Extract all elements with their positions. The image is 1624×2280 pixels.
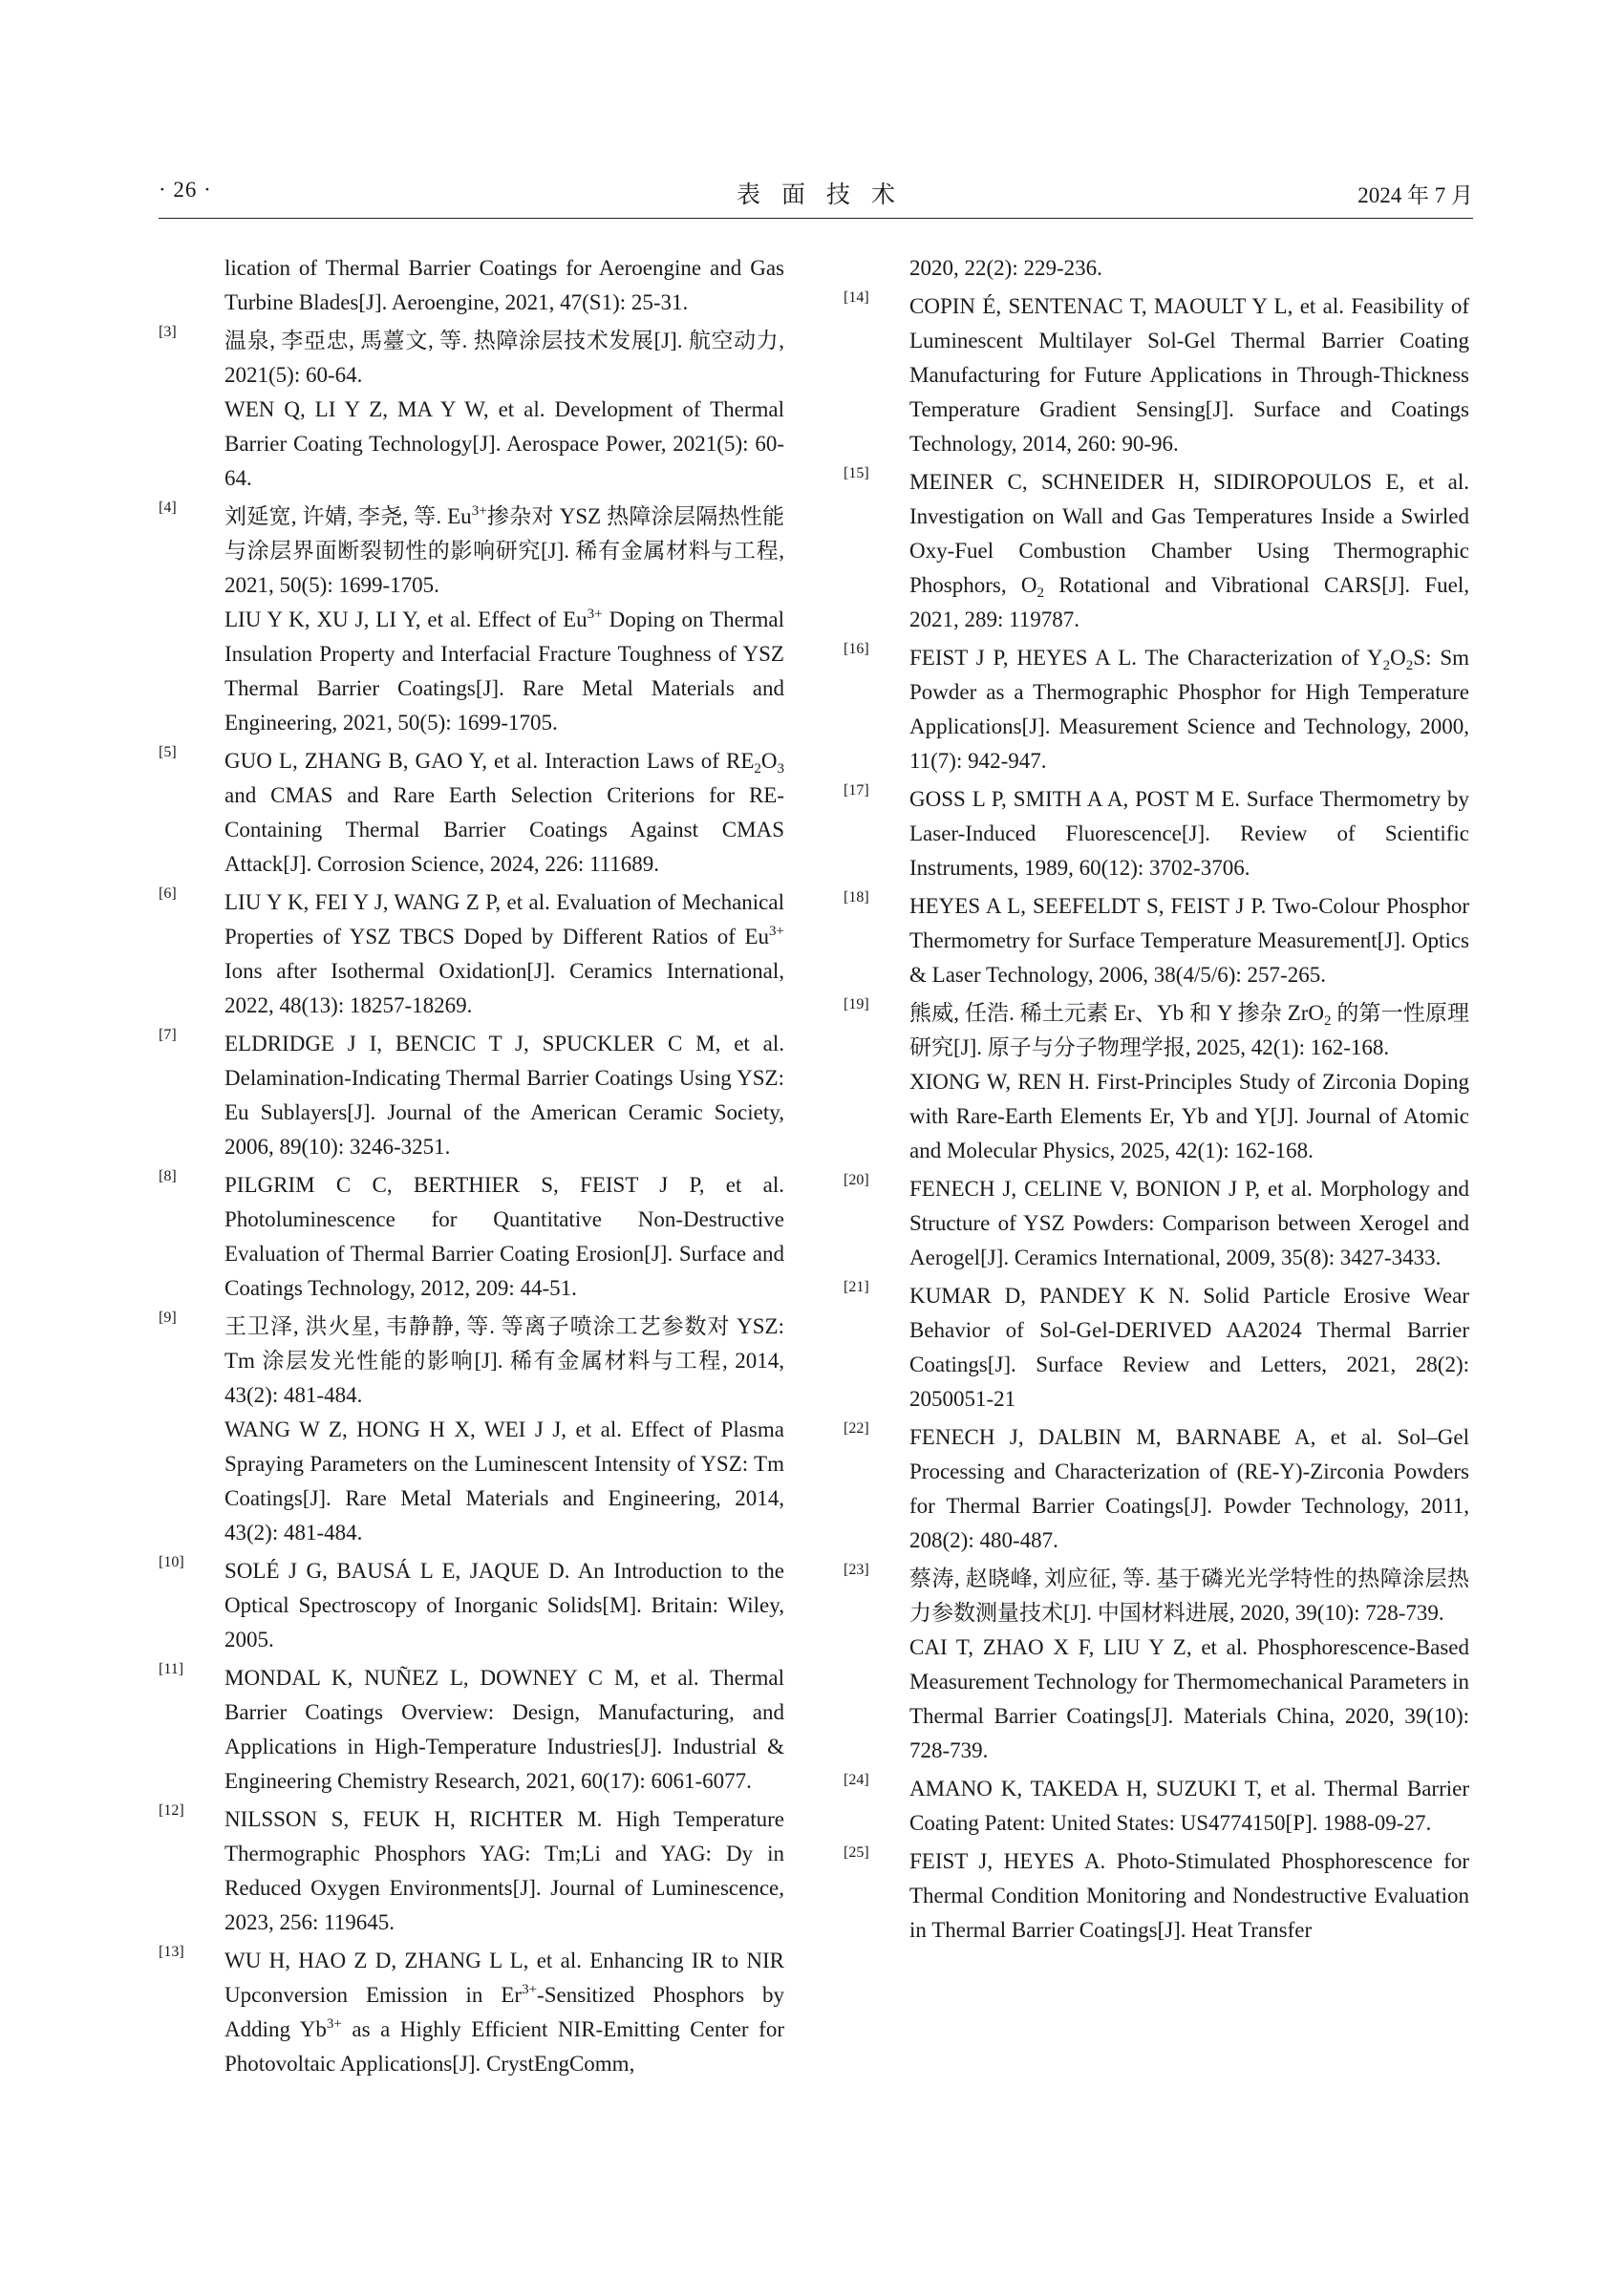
reference-paragraph: COPIN É, SENTENAC T, MAOULT Y L, et al. Feasibility of Luminescent Multilayer Sol-Gel Thermal Barrier Coating Manufacturing for Future Applications in Through-Thickness Temperature Gradient Sensing[J]. Surface and Coatings Technology, 2014, 260: 90-96. [909, 294, 1469, 456]
text-run: Rotational and Vibrational CARS[J]. Fuel, 2021, 289: 119787. [909, 573, 1470, 631]
text-run: as a Highly Efficient NIR-Emitting Center for Photovoltaic Applications[J]. CrystEngComm, [224, 2017, 784, 2076]
reference-text [909, 465, 1469, 637]
reference-paragraph [224, 744, 784, 882]
page-header [159, 178, 1473, 216]
reference-text [224, 251, 784, 320]
reference-column-right [844, 251, 1469, 1951]
reference-paragraph: FENECH J, DALBIN M, BARNABE A, et al. Sol–Gel Processing and Characterization of (RE-Y)-Zirconia Powders for Thermal Barrier Coatings[J]. Powder Technology, 2011, 208(2): 480-487. [909, 1425, 1469, 1552]
reference-number: [11] [159, 1661, 184, 1677]
text-run: O [760, 749, 778, 773]
reference-entry [844, 465, 1469, 637]
issue-date: 2024 年 7 月 [1357, 183, 1473, 207]
reference-number: [18] [844, 889, 869, 906]
reference-text [909, 1420, 1469, 1558]
reference-paragraph [909, 641, 1469, 778]
reference-text [909, 782, 1469, 885]
reference-number: [9] [159, 1310, 177, 1326]
reference-paragraph: WEN Q, LI Y Z, MA Y W, et al. Development of Thermal Barrier Coating Technology[J]. Aerospace Power, 2021(5): 60-64. [224, 397, 784, 490]
reference-entry [844, 641, 1469, 778]
text-run: 掺杂对 YSZ 热障涂层隔热性能与涂层界面断裂韧性的影响研究[J]. 稀有金属材料与工程, 2021, 50(5): 1699-1705. [224, 504, 784, 597]
reference-paragraph [224, 500, 784, 603]
text-run: S: Sm Powder as a Thermographic Phosphor for High Temperature Applications[J]. Measurement Science and Technology, 2000, 11(7): 942-947. [909, 646, 1470, 773]
reference-text [909, 641, 1469, 778]
reference-entry [844, 289, 1469, 461]
reference-paragraph: CAI T, ZHAO X F, LIU Y Z, et al. Phosphorescence-Based Measurement Technology for Thermomechanical Parameters in Thermal Barrier Coatings[J]. Materials China, 2020, 39(10): 728-739. [909, 1635, 1469, 1762]
reference-paragraph: 蔡涛, 赵晓峰, 刘应征, 等. 基于磷光光学特性的热障涂层热力参数测量技术[J]. 中国材料进展, 2020, 39(10): 728-739. [909, 1566, 1469, 1625]
reference-number: [15] [844, 465, 869, 481]
reference-number: [21] [844, 1279, 869, 1295]
reference-entry [844, 1772, 1469, 1841]
journal-title: 表面技术 [736, 181, 916, 208]
text-run: WU H, HAO Z D, ZHANG L L, et al. Enhancing IR to NIR Upconversion Emission in Er [224, 1949, 784, 2007]
reference-paragraph: GOSS L P, SMITH A A, POST M E. Surface Thermometry by Laser-Induced Fluorescence[J]. Review of Scientific Instruments, 1989, 60(12): 3702-3706. [909, 787, 1469, 880]
reference-entry [844, 1844, 1469, 1948]
reference-entry [844, 1279, 1469, 1417]
reference-text [909, 1844, 1469, 1948]
reference-entry [844, 1172, 1469, 1275]
text-run: and CMAS and Rare Earth Selection Criterions for RE-Containing Thermal Barrier Coatings Against CMAS Attack[J]. Corrosion Science, 2024, 226: 111689. [224, 783, 784, 876]
superscript: 3+ [326, 2016, 342, 2032]
reference-entry [844, 1420, 1469, 1558]
text-run: Doping on Thermal Insulation Property and Interfacial Fracture Toughness of YSZ Thermal Barrier Coatings[J]. Rare Metal Materials and Engineering, 2021, 50(5): 1699-1705. [224, 607, 784, 735]
reference-paragraph: ELDRIDGE J I, BENCIC T J, SPUCKLER C M, et al. Delamination-Indicating Thermal Barrier Coatings Using YSZ: Eu Sublayers[J]. Journal of the American Ceramic Society, 2006, 89(10): 3246-3251. [224, 1032, 784, 1159]
reference-number: [24] [844, 1772, 869, 1788]
reference-number: [17] [844, 782, 869, 799]
reference-text [224, 744, 784, 882]
reference-paragraph [224, 603, 784, 740]
text-run: 刘延宽, 许婧, 李尧, 等. Eu [224, 504, 472, 528]
reference-text [909, 289, 1469, 461]
reference-paragraph: HEYES A L, SEEFELDT S, FEIST J P. Two-Colour Phosphor Thermometry for Surface Temperature Measurement[J]. Optics & Laser Technology, 2006, 38(4/5/6): 257-265. [909, 894, 1469, 987]
reference-paragraph: lication of Thermal Barrier Coatings for Aeroengine and Gas Turbine Blades[J]. Aeroengine, 2021, 47(S1): 25-31. [224, 256, 784, 314]
reference-entry [844, 889, 1469, 992]
text-run: LIU Y K, FEI Y J, WANG Z P, et al. Evaluation of Mechanical Properties of YSZ TBCS Doped by Different Ratios of Eu [224, 890, 784, 948]
reference-paragraph: MONDAL K, NUÑEZ L, DOWNEY C M, et al. Thermal Barrier Coatings Overview: Design, Manufacturing, and Applications in High-Temperature Industries[J]. Industrial & Engineering Chemistry Research, 2021, 60(17): 6061-6077. [224, 1666, 784, 1793]
reference-text [224, 324, 784, 496]
reference-paragraph: KUMAR D, PANDEY K N. Solid Particle Erosive Wear Behavior of Sol-Gel-DERIVED AA2024 Thermal Barrier Coatings[J]. Surface Review and Letters, 2021, 28(2): 2050051-21 [909, 1284, 1469, 1411]
reference-paragraph: XIONG W, REN H. First-Principles Study of Zirconia Doping with Rare-Earth Elements Er, Yb and Y[J]. Journal of Atomic and Molecular Physics, 2025, 42(1): 162-168. [909, 1070, 1469, 1162]
subscript: 2 [1405, 658, 1414, 673]
reference-text [224, 1027, 784, 1164]
reference-number: [6] [159, 885, 177, 902]
reference-text [909, 1279, 1469, 1417]
reference-text [909, 1172, 1469, 1275]
reference-entry [159, 1554, 784, 1657]
reference-number: [16] [844, 641, 869, 657]
subscript: 2 [1036, 586, 1044, 601]
reference-number: [10] [159, 1554, 184, 1570]
reference-entry [844, 782, 1469, 885]
reference-entry [159, 324, 784, 496]
reference-paragraph: WANG W Z, HONG H X, WEI J J, et al. Effect of Plasma Spraying Parameters on the Luminescent Intensity of YSZ: Tm Coatings[J]. Rare Metal Materials and Engineering, 2014, 43(2): 481-484. [224, 1417, 784, 1545]
text-run: LIU Y K, XU J, LI Y, et al. Effect of Eu [224, 607, 588, 631]
reference-entry [159, 1944, 784, 2081]
reference-paragraph: 温泉, 李亞忠, 馬薹文, 等. 热障涂层技术发展[J]. 航空动力, 2021(5): 60-64. [224, 329, 784, 387]
reference-number: [19] [844, 996, 869, 1012]
reference-entry [159, 1168, 784, 1306]
text-run: -Sensitized Phosphors by Adding Yb [224, 1983, 784, 2041]
text-run: FEIST J P, HEYES A L. The Characterization of Y [909, 646, 1383, 670]
reference-text [909, 251, 1469, 286]
reference-text [909, 889, 1469, 992]
reference-entry [159, 1802, 784, 1940]
reference-continuation [159, 251, 784, 320]
reference-text [909, 1772, 1469, 1841]
reference-text [224, 1944, 784, 2081]
reference-paragraph: FENECH J, CELINE V, BONION J P, et al. Morphology and Structure of YSZ Powders: Comparison between Xerogel and Aerogel[J]. Ceramics International, 2009, 35(8): 3427-3433. [909, 1177, 1469, 1269]
reference-paragraph [224, 1944, 784, 2081]
reference-paragraph: PILGRIM C C, BERTHIER S, FEIST J P, et al. Photoluminescence for Quantitative Non-Destructive Evaluation of Thermal Barrier Coating Erosion[J]. Surface and Coatings Technology, 2012, 209: 44-51. [224, 1173, 784, 1300]
text-run: GUO L, ZHANG B, GAO Y, et al. Interaction Laws of RE [224, 749, 755, 773]
reference-entry [844, 1562, 1469, 1768]
header-rule [159, 218, 1473, 219]
superscript: 3+ [769, 924, 784, 939]
reference-number: [23] [844, 1562, 869, 1578]
reference-number: [4] [159, 500, 177, 516]
text-run: 的第一性原理研究[J]. 原子与分子物理学报, 2025, 42(1): 162-168. [909, 1001, 1469, 1059]
reference-number: [8] [159, 1168, 177, 1184]
reference-text [909, 996, 1469, 1168]
reference-text [224, 885, 784, 1023]
reference-text [224, 1168, 784, 1306]
reference-paragraph [909, 996, 1469, 1065]
text-run: MEINER C, SCHNEIDER H, SIDIROPOULOS E, et al. Investigation on Wall and Gas Temperatures Inside a Swirled Oxy-Fuel Combustion Chamber Using Thermographic Phosphors, O [909, 470, 1469, 597]
reference-number: [14] [844, 289, 869, 306]
reference-number: [20] [844, 1172, 869, 1188]
reference-paragraph: SOLÉ J G, BAUSÁ L E, JAQUE D. An Introduction to the Optical Spectroscopy of Inorganic Solids[M]. Britain: Wiley, 2005. [224, 1559, 784, 1651]
reference-number: [7] [159, 1027, 177, 1043]
reference-entry [159, 1310, 784, 1550]
reference-entry [159, 1661, 784, 1799]
reference-paragraph [224, 885, 784, 1023]
reference-text [224, 1554, 784, 1657]
reference-text [224, 500, 784, 740]
reference-text [224, 1661, 784, 1799]
reference-number: [13] [159, 1944, 184, 1960]
reference-number: [22] [844, 1420, 869, 1437]
text-run: 熊威, 任浩. 稀土元素 Er、Yb 和 Y 掺杂 ZrO [909, 1001, 1325, 1025]
reference-entry [844, 996, 1469, 1168]
subscript: 2 [754, 761, 761, 777]
reference-number: [25] [844, 1844, 869, 1861]
subscript: 2 [1382, 658, 1391, 673]
reference-entry [159, 885, 784, 1023]
reference-paragraph: 王卫泽, 洪火星, 韦静静, 等. 等离子喷涂工艺参数对 YSZ: Tm 涂层发光性能的影响[J]. 稀有金属材料与工程, 2014, 43(2): 481-484. [224, 1314, 784, 1407]
text-run: Ions after Isothermal Oxidation[J]. Ceramics International, 2022, 48(13): 18257-18269. [224, 959, 784, 1017]
superscript: 3+ [471, 503, 487, 519]
reference-text [909, 1562, 1469, 1768]
page-number: · 26 · [159, 178, 212, 202]
reference-paragraph: FEIST J, HEYES A. Photo-Stimulated Phosphorescence for Thermal Condition Monitoring and Nondestructive Evaluation in Thermal Barrier Coatings[J]. Heat Transfer [909, 1849, 1469, 1942]
reference-paragraph: 2020, 22(2): 229-236. [909, 256, 1102, 280]
superscript: 3+ [522, 1982, 538, 1997]
subscript: 3 [777, 761, 784, 777]
reference-number: [3] [159, 324, 177, 340]
reference-number: [5] [159, 744, 177, 760]
superscript: 3+ [587, 607, 603, 622]
reference-paragraph [909, 465, 1469, 637]
reference-paragraph: AMANO K, TAKEDA H, SUZUKI T, et al. Thermal Barrier Coating Patent: United States: US4774150[P]. 1988-09-27. [909, 1777, 1469, 1835]
reference-text [224, 1310, 784, 1550]
reference-continuation [844, 251, 1469, 286]
text-run: O [1390, 646, 1406, 670]
subscript: 2 [1324, 1013, 1332, 1029]
reference-text [224, 1802, 784, 1940]
reference-column-left [159, 251, 784, 2085]
reference-entry [159, 500, 784, 740]
reference-entry [159, 744, 784, 882]
reference-paragraph: NILSSON S, FEUK H, RICHTER M. High Temperature Thermographic Phosphors YAG: Tm;Li and YAG: Dy in Reduced Oxygen Environments[J]. Journal of Luminescence, 2023, 256: 119645. [224, 1807, 784, 1934]
reference-number: [12] [159, 1802, 184, 1819]
reference-entry [159, 1027, 784, 1164]
